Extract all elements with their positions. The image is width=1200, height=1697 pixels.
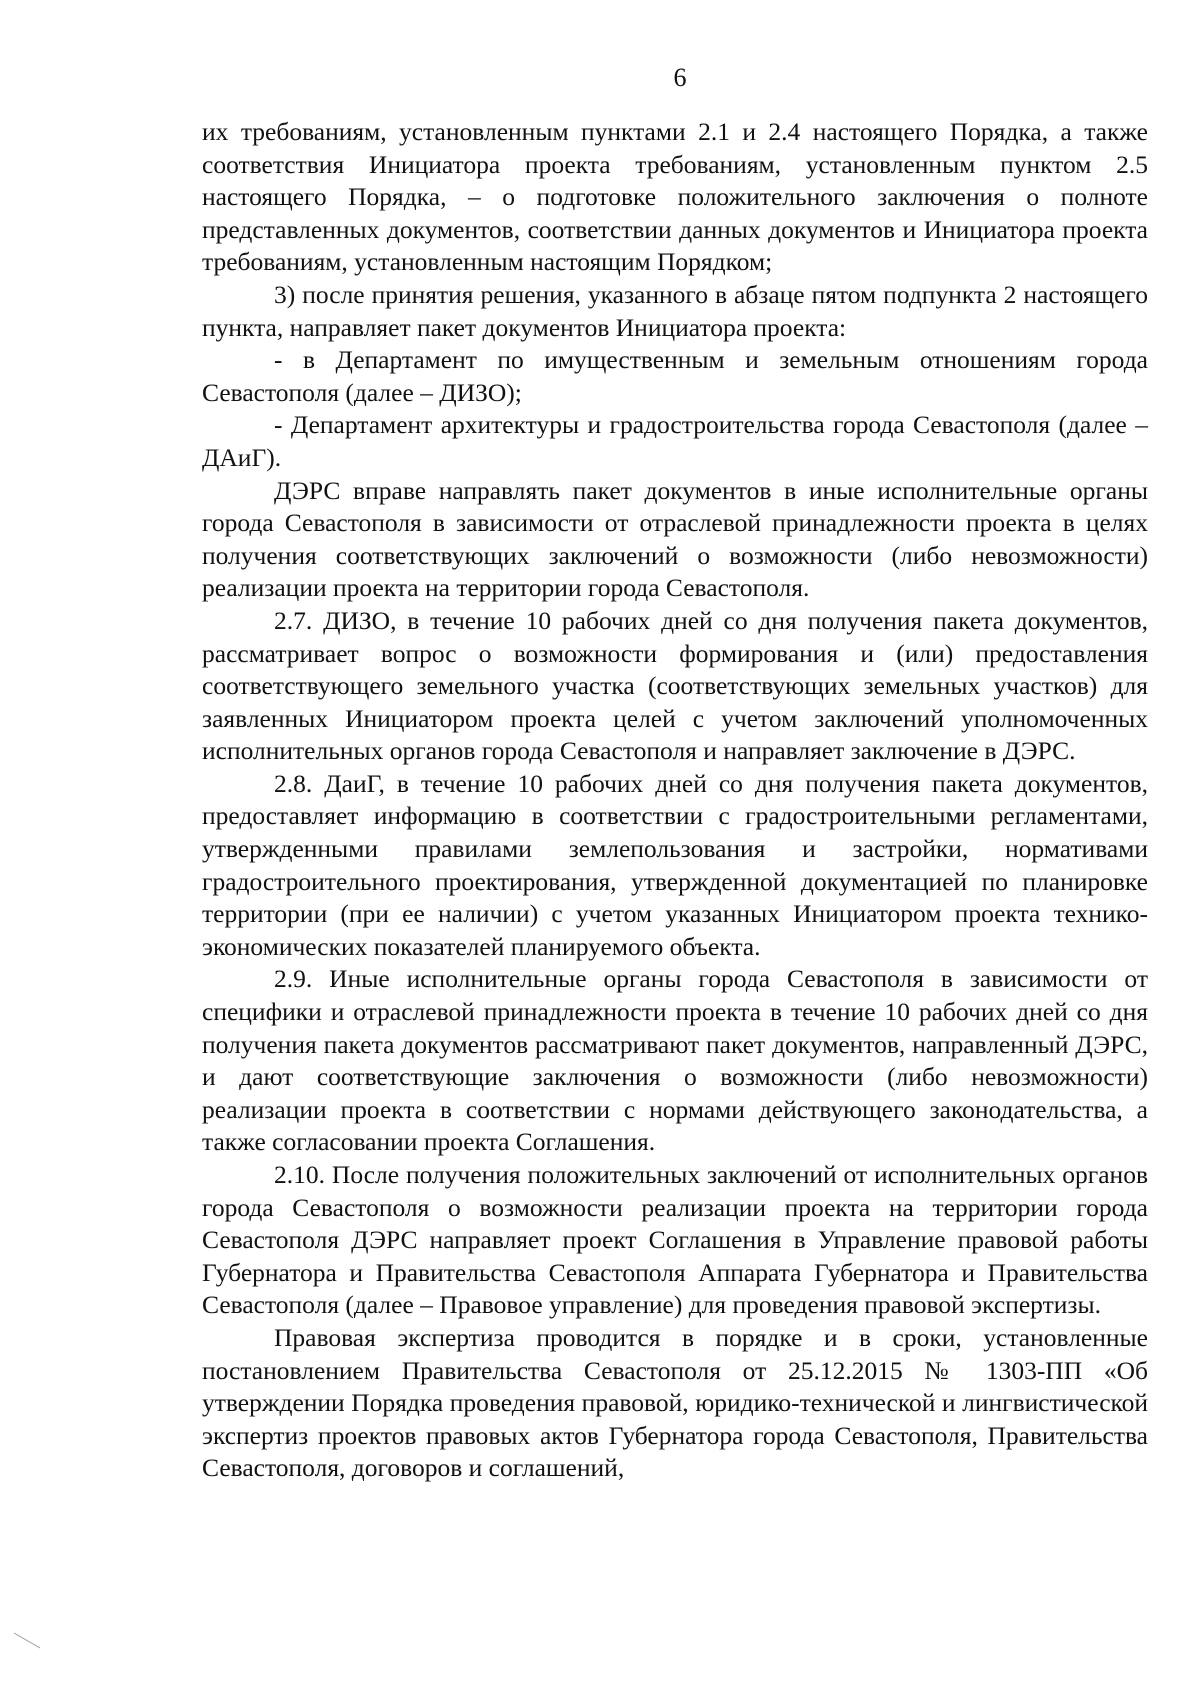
page-number: 6	[673, 63, 687, 92]
paragraph-continuation: их требованиям, установленным пунктами 2.1 и 2.4 настоящего Порядка, а также соответствия Инициатора проекта требованиям, установленным пунктом 2.5 настоящего Порядка, – о подготовке положительного заключения о полноте представленных документов, соответствии данных документов и Инициатора проекта требованиям, установленным настоящим Порядком;	[202, 117, 1148, 277]
paragraph-ders-right: ДЭРС вправе направлять пакет документов в иные исполнительные органы города Севастополя в зависимости от отраслевой принадлежности проекта в целях получения соответствующих заключений о возможности (либо невозможности) реализации проекта на территории города Севастополя.	[202, 475, 1148, 603]
paragraph-dizo-recipient: - в Департамент по имущественным и земельным отношениям города Севастополя (далее – ДИЗО);	[202, 345, 1148, 407]
scan-artifact	[14, 1633, 40, 1649]
paragraph-2-7: 2.7. ДИЗО, в течение 10 рабочих дней со дня получения пакета документов, рассматривает вопрос о возможности формирования и (или) предоставления соответствующего земельного участка (соответствующих земельных участков) для заявленных Инициатором проекта целей с учетом заключений уполномоченных исполнительных органов города Севастополя и направляет заключение в ДЭРС.	[202, 605, 1148, 766]
body-text	[202, 116, 1148, 1485]
paragraph-2-10: 2.10. После получения положительных заключений от исполнительных органов города Севастополя о возможности реализации проекта на территории города Севастополя ДЭРС направляет проект Соглашения в Управление правовой работы Губернатора и Правительства Севастополя Аппарата Губернатора и Правительства Севастополя (далее – Правовое управление) для проведения правовой экспертизы.	[202, 1160, 1148, 1320]
paragraph-item-3: 3) после принятия решения, указанного в абзаце пятом подпункта 2 настоящего пункта, направляет пакет документов Инициатора проекта:	[202, 279, 1148, 342]
paragraph-legal-review: Правовая экспертиза проводится в порядке и в сроки, установленные постановлением Правительства Севастополя от 25.12.2015 № 1303-ПП «Об утверждении Порядка проведения правовой, юридико-технической и лингвистической экспертиз проектов правовых актов Губернатора города Севастополя, Правительства Севастополя, договоров и соглашений,	[202, 1322, 1148, 1483]
paragraph-2-9: 2.9. Иные исполнительные органы города Севастополя в зависимости от специфики и отраслевой принадлежности проекта в течение 10 рабочих дней со дня получения пакета документов рассматривают пакет документов, направленный ДЭРС, и дают соответствующие заключения о возможности (либо невозможности) реализации проекта в соответствии с нормами действующего законодательства, а также согласовании проекта Соглашения.	[202, 964, 1148, 1157]
paragraph-daig-recipient: - Департамент архитектуры и градостроительства города Севастополя (далее – ДАиГ).	[202, 410, 1148, 472]
paragraph-2-8: 2.8. ДаиГ, в течение 10 рабочих дней со дня получения пакета документов, предоставляет информацию в соответствии с градостроительными регламентами, утвержденными правилами землепользования и застройки, нормативами градостроительного проектирования, утвержденной документацией по планировке территории (при ее наличии) с учетом указанных Инициатором проекта технико-экономических показателей планируемого объекта.	[202, 768, 1148, 961]
